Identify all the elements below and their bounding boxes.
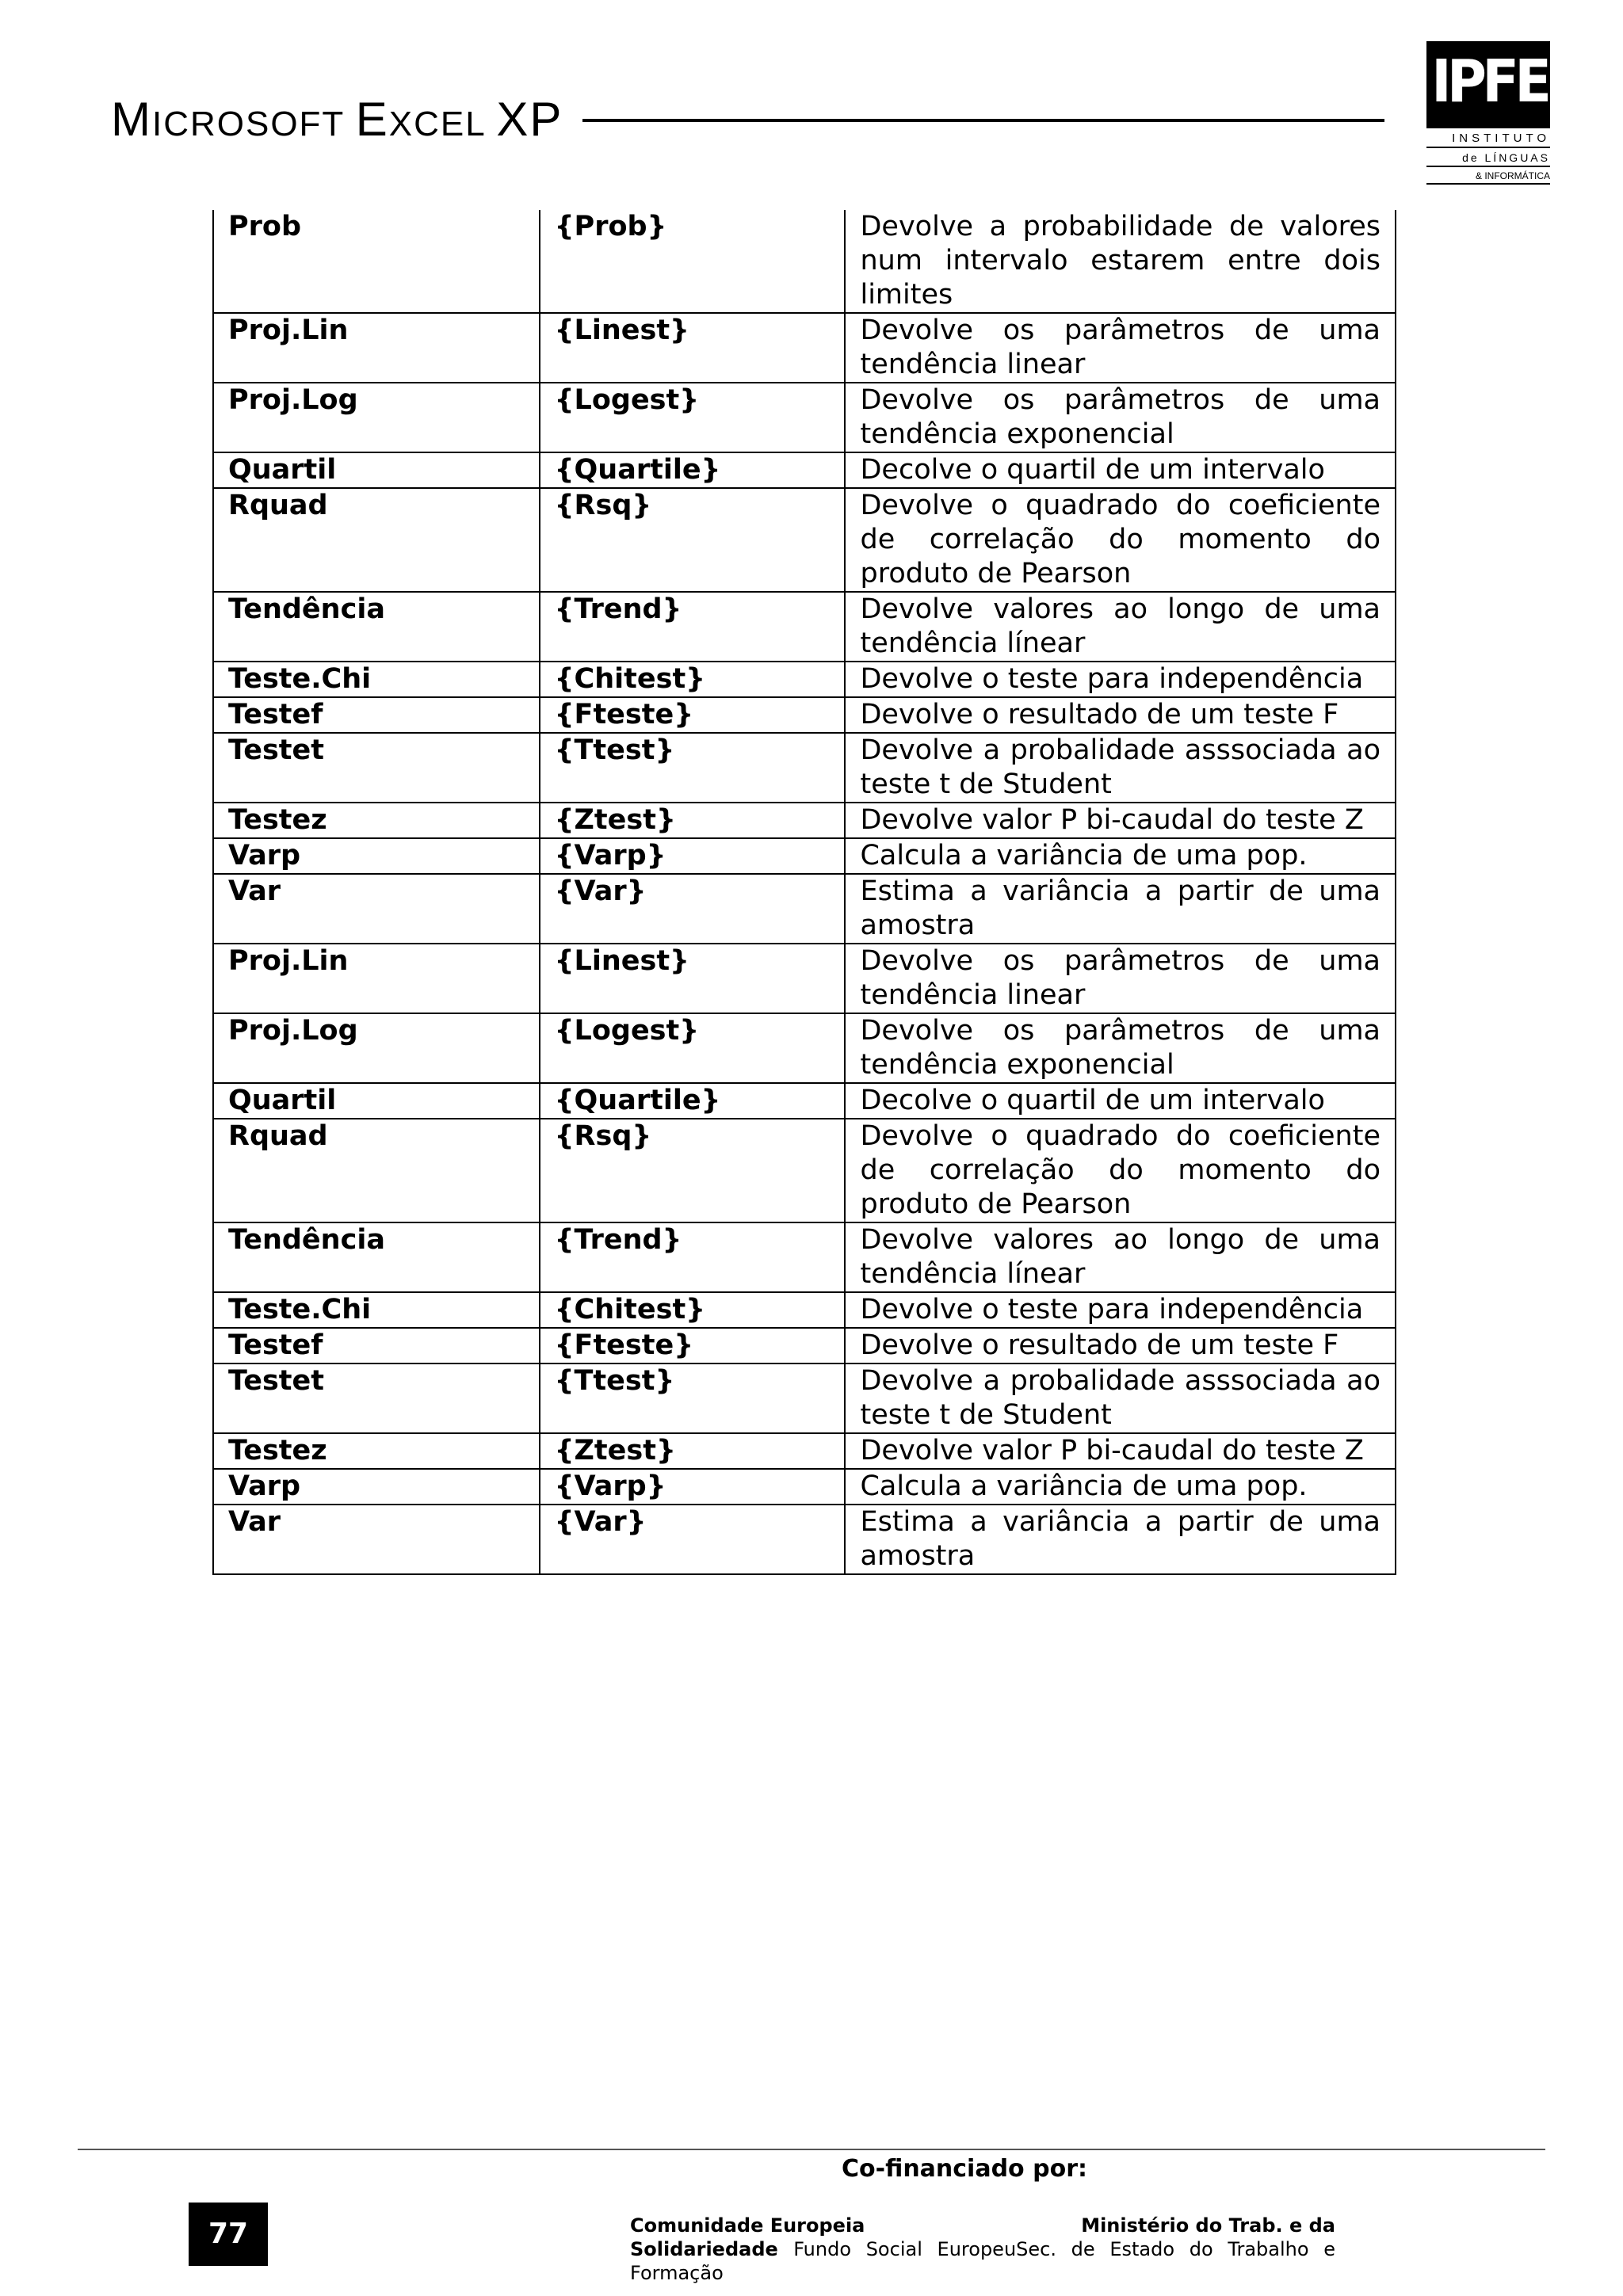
logo-line-informatica: & INFORMÁTICA — [1426, 167, 1550, 185]
function-description: Devolve os parâmetros de uma tendência exponencial — [845, 1013, 1396, 1083]
title-part: ICROSOFT — [151, 105, 356, 143]
logo-mark-text: IPFEL — [1431, 48, 1578, 116]
table-row — [213, 662, 1396, 697]
function-name-en: {Chitest} — [540, 662, 846, 697]
function-description: Devolve valores ao longo de uma tendência línear — [845, 1222, 1396, 1292]
function-description: Devolve a probabilidade de valores num intervalo estarem entre dois limites — [845, 210, 1396, 313]
title-part: E — [355, 93, 389, 146]
function-name-en: {Ztest} — [540, 1433, 846, 1469]
function-description: Estima a variância a partir de uma amostra — [845, 1505, 1396, 1574]
function-name-en: {Quartile} — [540, 1083, 846, 1119]
function-name-en: {Trend} — [540, 592, 846, 662]
title-part: XCEL — [388, 105, 497, 143]
function-name-pt: Testet — [213, 733, 540, 803]
function-description: Devolve valor P bi-caudal do teste Z — [845, 1433, 1396, 1469]
function-name-pt: Teste.Chi — [213, 1292, 540, 1328]
function-name-pt: Teste.Chi — [213, 662, 540, 697]
function-name-pt: Proj.Log — [213, 1013, 540, 1083]
table-row — [213, 874, 1396, 944]
table-row — [213, 1505, 1396, 1574]
logo-mark — [1426, 41, 1578, 128]
function-name-pt: Var — [213, 874, 540, 944]
function-name-pt: Varp — [213, 838, 540, 874]
table-row — [213, 592, 1396, 662]
function-description: Decolve o quartil de um intervalo — [845, 1083, 1396, 1119]
header-divider — [582, 119, 1384, 122]
function-description: Devolve valores ao longo de uma tendência línear — [845, 592, 1396, 662]
function-name-en: {Trend} — [540, 1222, 846, 1292]
function-description: Devolve a probalidade asssociada ao teste t de Student — [845, 733, 1396, 803]
function-name-pt: Testet — [213, 1363, 540, 1433]
function-description: Devolve o resultado de um teste F — [845, 697, 1396, 733]
funder-ministerio-part1: Ministério do Trab. e da — [1081, 2214, 1335, 2237]
table-row — [213, 944, 1396, 1013]
table-row — [213, 1433, 1396, 1469]
function-description: Devolve o teste para independência — [845, 1292, 1396, 1328]
function-name-pt: Testef — [213, 1328, 540, 1363]
table-row — [213, 1363, 1396, 1433]
function-name-en: {Chitest} — [540, 1292, 846, 1328]
title-part: M — [111, 93, 152, 146]
table-row — [213, 452, 1396, 488]
function-name-pt: Proj.Lin — [213, 944, 540, 1013]
table-row — [213, 1013, 1396, 1083]
function-name-en: {Prob} — [540, 210, 846, 313]
function-name-en: {Linest} — [540, 313, 846, 383]
function-name-pt: Proj.Log — [213, 383, 540, 452]
function-name-pt: Prob — [213, 210, 540, 313]
function-name-en: {Logest} — [540, 1013, 846, 1083]
page-header-title — [111, 92, 563, 147]
function-name-pt: Testez — [213, 803, 540, 838]
function-name-pt: Testef — [213, 697, 540, 733]
function-name-en: {Ttest} — [540, 733, 846, 803]
function-table-body — [213, 210, 1396, 1574]
function-name-pt: Testez — [213, 1433, 540, 1469]
funder-ce: Comunidade Europeia — [630, 2214, 865, 2237]
table-row — [213, 313, 1396, 383]
funders-line-2 — [630, 2237, 1335, 2285]
function-name-en: {Fteste} — [540, 1328, 846, 1363]
function-name-en: {Varp} — [540, 1469, 846, 1505]
function-table — [212, 210, 1396, 1575]
function-description: Devolve o teste para independência — [845, 662, 1396, 697]
function-description: Devolve a probalidade asssociada ao teste t de Student — [845, 1363, 1396, 1433]
logo-line-linguas: de LÍNGUAS — [1426, 148, 1550, 167]
function-description: Devolve o resultado de um teste F — [845, 1328, 1396, 1363]
function-name-en: {Varp} — [540, 838, 846, 874]
function-name-en: {Fteste} — [540, 697, 846, 733]
table-row — [213, 1292, 1396, 1328]
function-name-pt: Tendência — [213, 1222, 540, 1292]
table-row — [213, 803, 1396, 838]
table-row — [213, 210, 1396, 313]
footer-divider — [78, 2149, 1545, 2150]
table-row — [213, 1328, 1396, 1363]
function-name-en: {Rsq} — [540, 1119, 846, 1222]
function-name-pt: Var — [213, 1505, 540, 1574]
function-description: Estima a variância a partir de uma amostra — [845, 874, 1396, 944]
function-name-pt: Tendência — [213, 592, 540, 662]
table-row — [213, 1119, 1396, 1222]
function-name-pt: Proj.Lin — [213, 313, 540, 383]
function-description: Calcula a variância de uma pop. — [845, 838, 1396, 874]
function-description: Decolve o quartil de um intervalo — [845, 452, 1396, 488]
function-name-pt: Rquad — [213, 1119, 540, 1222]
table-row — [213, 697, 1396, 733]
function-description: Devolve o quadrado do coeficiente de correlação do momento do produto de Pearson — [845, 488, 1396, 592]
table-row — [213, 1083, 1396, 1119]
table-row — [213, 1222, 1396, 1292]
table-row — [213, 733, 1396, 803]
table-row — [213, 838, 1396, 874]
funder-ministerio-part2: Solidariedade — [630, 2238, 794, 2260]
institute-logo — [1426, 41, 1578, 185]
function-name-en: {Quartile} — [540, 452, 846, 488]
function-name-pt: Varp — [213, 1469, 540, 1505]
function-name-en: {Ttest} — [540, 1363, 846, 1433]
function-name-en: {Rsq} — [540, 488, 846, 592]
function-name-en: {Var} — [540, 1505, 846, 1574]
function-description: Devolve valor P bi-caudal do teste Z — [845, 803, 1396, 838]
function-name-pt: Rquad — [213, 488, 540, 592]
function-description: Calcula a variância de uma pop. — [845, 1469, 1396, 1505]
function-description: Devolve os parâmetros de uma tendência linear — [845, 944, 1396, 1013]
page-number: 77 — [189, 2203, 268, 2266]
cofinanced-label: Co-financiado por: — [842, 2155, 1087, 2183]
logo-line-instituto: INSTITUTO — [1426, 128, 1550, 148]
funders-block — [630, 2214, 1335, 2285]
function-name-en: {Var} — [540, 874, 846, 944]
function-name-pt: Quartil — [213, 452, 540, 488]
table-row — [213, 383, 1396, 452]
function-name-en: {Logest} — [540, 383, 846, 452]
title-part: XP — [496, 93, 563, 146]
funders-line-1 — [630, 2214, 1335, 2237]
function-description: Devolve os parâmetros de uma tendência exponencial — [845, 383, 1396, 452]
function-description: Devolve o quadrado do coeficiente de correlação do momento do produto de Pearson — [845, 1119, 1396, 1222]
table-row — [213, 1469, 1396, 1505]
function-name-en: {Linest} — [540, 944, 846, 1013]
function-description: Devolve os parâmetros de uma tendência linear — [845, 313, 1396, 383]
funder-fse: Fundo Social Europeu — [793, 2238, 1017, 2260]
table-row — [213, 488, 1396, 592]
funder-sec-estado: Sec. de Estado do Trabalho e Formação — [630, 2238, 1335, 2284]
function-name-en: {Ztest} — [540, 803, 846, 838]
function-name-pt: Quartil — [213, 1083, 540, 1119]
